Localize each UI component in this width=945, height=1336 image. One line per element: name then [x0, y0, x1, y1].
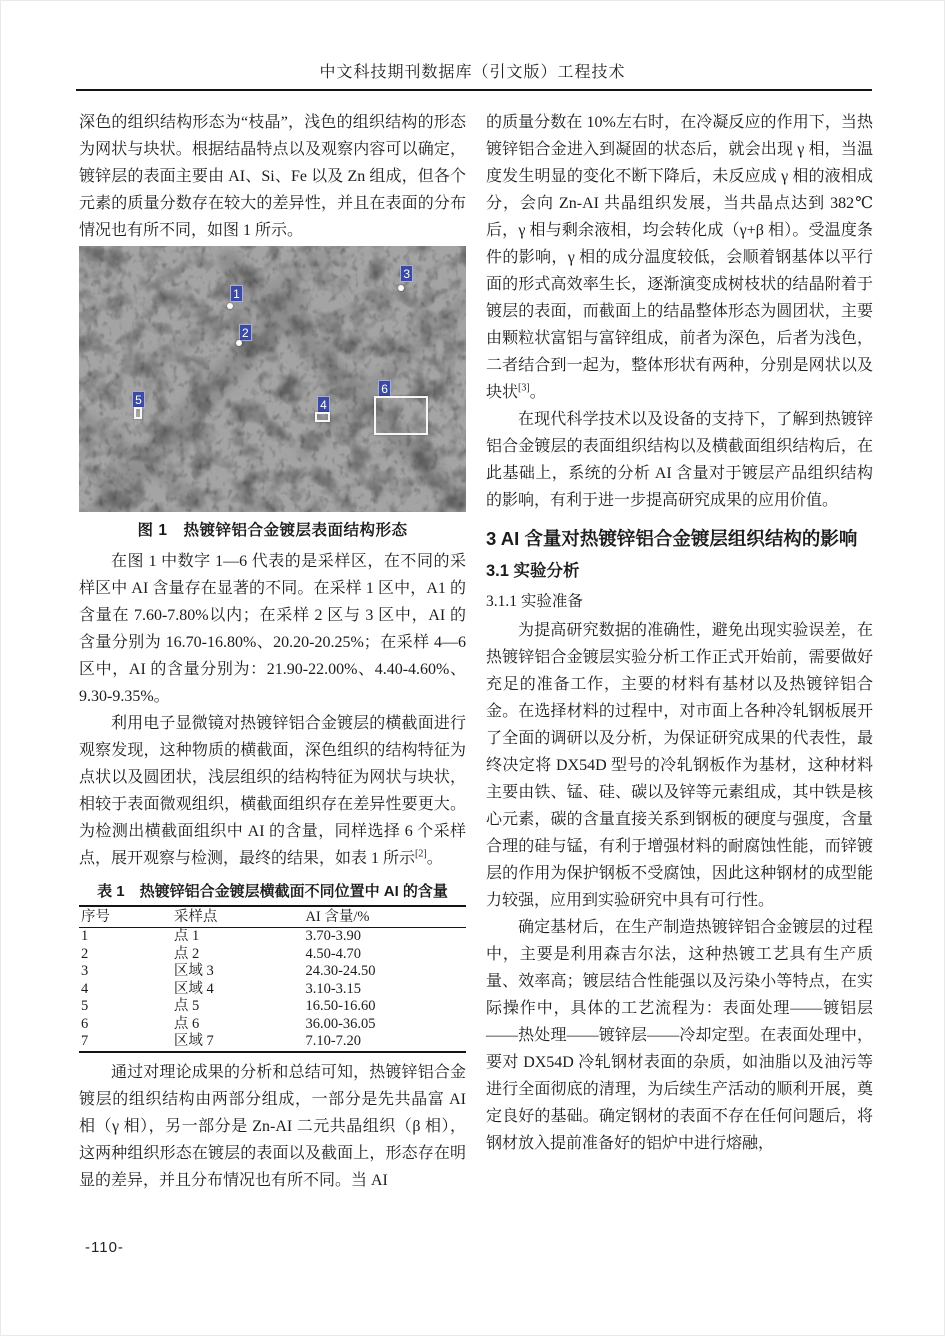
paragraph: 确定基材后，在生产制造热镀锌铝合金镀层的过程中，主要是利用森吉尔法，这种热镀工艺具有生产质量、效率高；镀层结合性能强以及污染小等特点，在实际操作中，具体的工艺流程为：表面处理——镀铝层——热处理——镀锌层——冷却定型。在表面处理中，要对 DX54D 冷轧钢材表面的杂质，如油脂以及油污等进行全面彻底的清理，为后续生产活动的顺利开展，奠定良好的基础。确定钢材的表面不存在任何问题后，将钢材放入提前准备好的铝炉中进行熔融，: [486, 919, 873, 1152]
table-row: [79, 1016, 466, 1034]
figure-1: [79, 246, 466, 512]
paragraph-text: 利用电子显微镜对热镀锌铝合金镀层的横截面进行观察发现，这种物质的横截面，深色组织的结构特征为点状以及圆团状，浅层组织的结构特征为网状与块状，相较于表面微观组织，横截面组织存在差异性要更大。为检测出横截面组织中 AI 的含量，同样选择 6 个采样点，展开观察与检测，最终的结果，如表 1 所示: [79, 715, 466, 867]
table-cell: 2: [81, 945, 89, 962]
table-row: [79, 981, 466, 999]
paragraph: [79, 710, 466, 872]
figure-probe-dot: [236, 340, 242, 346]
table-row: [79, 998, 466, 1016]
figure-marker-label: 3: [400, 265, 413, 282]
table-cell: 6: [81, 1015, 89, 1032]
citation-ref: [2]: [415, 848, 427, 860]
table-cell: 点 6: [173, 1015, 200, 1032]
table-cell: 区域 4: [173, 980, 214, 997]
figure-marker-label: 4: [317, 396, 330, 413]
paragraph: [486, 109, 873, 406]
table-cell: 点 2: [173, 945, 200, 962]
table-row: [79, 963, 466, 981]
subsection-heading: 3.1 实验分析: [486, 562, 580, 580]
figure-marker-label: 1: [230, 285, 243, 302]
table-row: [79, 1033, 466, 1052]
paragraph: 在图 1 中数字 1—6 代表的是采样区，在不同的采样区中 AI 含量存在显著的不同。在采样 1 区中，A1 的含量在 7.60-7.80%以内；在采样 2 区与 3 区中，AI 的含量分别为 16.70-16.80%、20.20-20.25%；在采样 4—6 区中，AI 的含量分别为：21.90-22.00%、4.40-4.60%、9.30-9.35%。: [79, 553, 466, 705]
table-cell: 7.10-7.20: [305, 1033, 362, 1049]
right-column: [486, 109, 873, 1194]
table-cell: 1: [81, 928, 89, 944]
section-heading: 3 AI 含量对热镀锌铝合金镀层组织结构的影响: [486, 528, 858, 549]
header-rule: [76, 89, 872, 91]
page-number: -110-: [85, 1239, 124, 1256]
table-cell: 区域 7: [173, 1033, 214, 1049]
figure-marker-label: 6: [378, 380, 391, 397]
figure-marker-label: 2: [239, 324, 252, 341]
table-cell: 4.50-4.70: [305, 945, 362, 962]
paragraph: 为提高研究数据的准确性，避免出现实验误差，在热镀锌铝合金镀层实验分析工作正式开始前，需要做好充足的准备工作，主要的材料有基材以及热镀锌铝合金。在选择材料的过程中，对市面上各种冷轧钢板展开了全面的调研以及分析，为保证研究成果的代表性，最终决定将 DX54D 型号的冷轧钢板作为基材，这种材料主要由铁、锰、硅、碳以及锌等元素组成，其中铁是核心元素，碳的含量直接关系到钢板的硬度与强度，含量合理的硅与锰，有利于增强材料的耐腐蚀性能，而锌镀层的作用为保护钢板不受腐蚀，因此这种钢材的成型能力较强，应用到实验研究中具有可行性。: [486, 622, 873, 909]
figure-probe-rect: [315, 412, 330, 422]
al-table-body: [79, 928, 466, 1052]
figure-probe-rect: [374, 396, 428, 435]
table-cell: 24.30-24.50: [305, 963, 376, 979]
table-cell: 点 5: [173, 998, 200, 1014]
table-row: [79, 928, 466, 946]
left-column: [79, 109, 466, 1194]
two-column-body: [79, 109, 873, 1194]
paragraph: 深色的组织结构形态为“枝晶”，浅色的组织结构的形态为网状与块状。根据结晶特点以及观察内容可以确定，镀锌层的表面主要由 AI、Si、Fe 以及 Zn 组成，但各个元素的质量分数存在较大的差异性，并且在表面的分布情况也有所不同，如图 1 所示。: [79, 114, 466, 239]
paragraph-text: 的质量分数在 10%左右时，在冷凝反应的作用下，当热镀锌铝合金进入到凝固的状态后，就会出现 γ 相，当温度发生明显的变化不断下降后，未反应成 γ 相的液相成分，会向 Zn-AI 共晶组织发展，当共晶点达到 382℃后，γ 相与剩余液相，均会转化成（γ+β 相）。受温度条件的影响，γ 相的成分温度较低，会顺着钢基体以平行面的形式高效率生长，逐渐演变成树枝状的结晶附着于镀层的表面，而截面上的结晶整体形态为圆团状，主要由颗粒状富铝与富锌组成，前者为深色，后者为浅色，二者结合到一起为，整体形状有两种，分别是网状以及块状: [486, 114, 873, 401]
figure-probe-dot: [398, 285, 404, 291]
paragraph-text: 。: [426, 850, 443, 867]
table-cell: 16.50-16.60: [305, 998, 376, 1014]
table-cell: 7: [81, 1033, 89, 1049]
figure-probe-rect: [134, 407, 143, 419]
subsubsection-heading: 3.1.1 实验准备: [486, 593, 583, 610]
table-cell: 3.10-3.15: [305, 980, 362, 997]
paragraph: 在现代科学技术以及设备的支持下，了解到热镀锌铝合金镀层的表面组织结构以及横截面组织结构后，在此基础上，系统的分析 AI 含量对于镀层产品组织结构的影响，有利于进一步提高研究成果的应用价值。: [486, 411, 873, 509]
figure-caption: 图 1 热镀锌铝合金镀层表面结构形态: [137, 522, 408, 539]
figure-probe-dot: [227, 303, 233, 309]
paragraph: 通过对理论成果的分析和总结可知，热镀锌铝合金镀层的组织结构由两部分组成，一部分是先共晶富 AI 相（γ 相），另一部分是 Zn-AI 二元共晶组织（β 相），这两种组织形态在镀层的表面以及截面上，形态存在明显的差异，并且分布情况也有所不同。当 AI: [79, 1063, 466, 1189]
citation-ref: [3]: [518, 382, 530, 394]
table-cell: 36.00-36.05: [305, 1015, 376, 1032]
table-header-row: [79, 906, 466, 928]
table-title: 表 1 热镀锌铝合金镀层横截面不同位置中 AI 的含量: [97, 883, 448, 900]
paragraph-text: 。: [529, 384, 546, 401]
figure-markers: [79, 246, 466, 512]
al-content-table: [79, 905, 466, 1053]
figure-marker-label: 5: [132, 391, 145, 408]
table-cell: 3.70-3.90: [305, 928, 362, 944]
table-row: [79, 946, 466, 964]
table-cell: 3: [81, 963, 89, 979]
table-cell: 点 1: [173, 928, 200, 944]
table-header-cell: 序号: [79, 906, 172, 928]
table-header-cell: 采样点: [172, 906, 304, 928]
table-cell: 4: [81, 980, 89, 997]
table-cell: 5: [81, 998, 89, 1014]
table-cell: 区域 3: [173, 963, 214, 979]
table-header-cell: AI 含量/%: [303, 906, 466, 928]
journal-header-title: 中文科技期刊数据库（引文版）工程技术: [319, 64, 626, 81]
